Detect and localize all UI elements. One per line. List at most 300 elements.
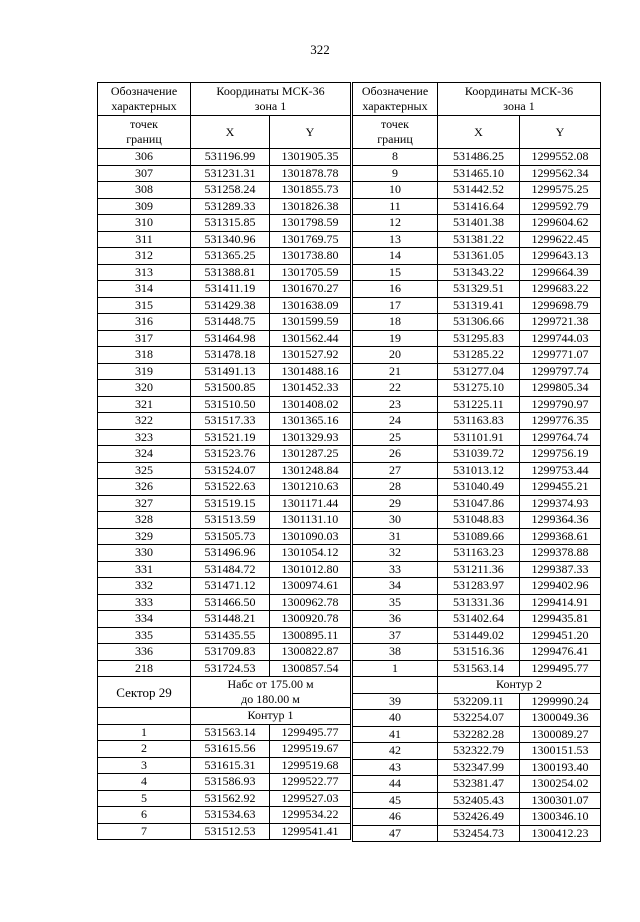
y-coordinate-cell: 1300151.53 [520,743,601,760]
table-row [353,165,601,182]
table-row [98,231,351,248]
coordinates-header [191,83,351,116]
coordinates-table-right-body [353,83,601,842]
point-number-cell: 20 [353,347,438,364]
y-coordinate-cell: 1299527.03 [270,790,351,807]
x-coordinate-cell: 531365.25 [191,248,270,265]
x-coordinate-cell: 532426.49 [438,809,520,826]
table-row [353,825,601,842]
x-coordinate-cell: 531416.64 [438,198,520,215]
x-coordinate-cell: 531505.73 [191,528,270,545]
right-subheader-row [353,116,601,149]
table-row [353,611,601,628]
table-row [353,330,601,347]
y-coordinate-cell: 1299592.79 [520,198,601,215]
table-row [353,710,601,727]
point-number-cell: 6 [98,807,191,824]
y-coordinate-cell: 1300301.07 [520,792,601,809]
contour-2-label: Контур 2 [438,677,601,694]
x-coordinate-cell: 531562.92 [191,790,270,807]
y-coordinate-cell: 1299771.07 [520,347,601,364]
point-number-cell: 314 [98,281,191,298]
sector-depth-line: до 180.00 м [241,692,300,706]
y-coordinate-cell: 1299364.36 [520,512,601,529]
y-coordinate-cell: 1299753.44 [520,462,601,479]
x-coordinate-cell: 531442.52 [438,182,520,199]
y-coordinate-cell: 1301599.59 [270,314,351,331]
table-row [98,429,351,446]
y-coordinate-cell: 1301171.44 [270,495,351,512]
point-number-cell: 4 [98,774,191,791]
point-number-cell: 42 [353,743,438,760]
table-row [98,757,351,774]
table-row [353,495,601,512]
table-row [353,297,601,314]
table-row [98,823,351,840]
table-row [353,281,601,298]
x-coordinate-cell: 531411.19 [191,281,270,298]
point-number-cell: 25 [353,429,438,446]
contour-2-row [353,677,601,694]
designation-header-cont [353,116,438,149]
table-row [353,776,601,793]
table-row [353,182,601,199]
point-number-cell: 11 [353,198,438,215]
table-row [353,644,601,661]
contour-2-spacer [353,677,438,694]
table-row [98,396,351,413]
x-coordinate-cell: 531464.98 [191,330,270,347]
y-coordinate-cell: 1299495.77 [520,660,601,677]
point-number-cell: 331 [98,561,191,578]
table-row [353,743,601,760]
x-coordinate-cell: 531429.38 [191,297,270,314]
y-coordinate-cell: 1300974.61 [270,578,351,595]
left-header-row [98,83,351,116]
x-column-header: X [191,116,270,149]
x-coordinate-cell: 531401.38 [438,215,520,232]
table-row [98,182,351,199]
y-coordinate-cell: 1299402.96 [520,578,601,595]
x-coordinate-cell: 532381.47 [438,776,520,793]
coordinates-header-line: зона 1 [503,99,535,113]
table-row [353,231,601,248]
table-row [98,545,351,562]
designation-header-cont [98,116,191,149]
point-number-cell: 38 [353,644,438,661]
coordinates-table-right [352,82,601,842]
y-coordinate-cell: 1299575.25 [520,182,601,199]
y-coordinate-cell: 1301798.59 [270,215,351,232]
point-number-cell: 309 [98,198,191,215]
point-number-cell: 329 [98,528,191,545]
table-row [98,741,351,758]
table-row [98,314,351,331]
designation-header-line: характерных [111,99,177,113]
x-coordinate-cell: 531478.18 [191,347,270,364]
x-coordinate-cell: 532282.28 [438,726,520,743]
designation-header [353,83,438,116]
point-number-cell: 40 [353,710,438,727]
y-coordinate-cell: 1301329.93 [270,429,351,446]
point-number-cell: 325 [98,462,191,479]
y-coordinate-cell: 1299805.34 [520,380,601,397]
coordinates-header [438,83,601,116]
x-coordinate-cell: 531510.50 [191,396,270,413]
point-number-cell: 47 [353,825,438,842]
x-coordinate-cell: 531466.50 [191,594,270,611]
y-coordinate-cell: 1301054.12 [270,545,351,562]
table-row [353,594,601,611]
point-number-cell: 14 [353,248,438,265]
point-number-cell: 326 [98,479,191,496]
y-coordinate-cell: 1299476.41 [520,644,601,661]
table-row [98,479,351,496]
x-coordinate-cell: 531289.33 [191,198,270,215]
x-coordinate-cell: 531319.41 [438,297,520,314]
contour-1-label: Контур 1 [191,708,351,725]
x-coordinate-cell: 531534.63 [191,807,270,824]
table-row [98,363,351,380]
point-number-cell: 21 [353,363,438,380]
x-coordinate-cell: 531048.83 [438,512,520,529]
table-row [98,281,351,298]
point-number-cell: 30 [353,512,438,529]
table-row [98,495,351,512]
table-row [353,396,601,413]
y-coordinate-cell: 1300412.23 [520,825,601,842]
table-row [98,165,351,182]
y-coordinate-cell: 1299495.77 [270,724,351,741]
table-row [353,660,601,677]
x-coordinate-cell: 531435.55 [191,627,270,644]
x-coordinate-cell: 532347.99 [438,759,520,776]
y-coordinate-cell: 1301012.80 [270,561,351,578]
y-coordinate-cell: 1299643.13 [520,248,601,265]
y-coordinate-cell: 1299519.68 [270,757,351,774]
x-coordinate-cell: 531586.93 [191,774,270,791]
point-number-cell: 312 [98,248,191,265]
y-coordinate-cell: 1299622.45 [520,231,601,248]
x-coordinate-cell: 531471.12 [191,578,270,595]
table-row [353,314,601,331]
table-row [353,479,601,496]
y-coordinate-cell: 1300822.87 [270,644,351,661]
y-column-header: Y [270,116,351,149]
x-coordinate-cell: 531615.31 [191,757,270,774]
y-coordinate-cell: 1301638.09 [270,297,351,314]
point-number-cell: 19 [353,330,438,347]
point-number-cell: 315 [98,297,191,314]
y-coordinate-cell: 1299522.77 [270,774,351,791]
table-row [353,561,601,578]
y-coordinate-cell: 1299604.62 [520,215,601,232]
designation-header-cont-line: точек [130,117,158,131]
x-coordinate-cell: 531315.85 [191,215,270,232]
x-coordinate-cell: 531340.96 [191,231,270,248]
point-number-cell: 39 [353,693,438,710]
point-number-cell: 8 [353,149,438,166]
point-number-cell: 15 [353,264,438,281]
y-coordinate-cell: 1299744.03 [520,330,601,347]
coordinates-table-left-body [98,83,351,840]
designation-header-line: характерных [362,99,428,113]
point-number-cell: 28 [353,479,438,496]
y-coordinate-cell: 1299776.35 [520,413,601,430]
y-coordinate-cell: 1301527.92 [270,347,351,364]
point-number-cell: 23 [353,396,438,413]
table-row [98,578,351,595]
y-coordinate-cell: 1299451.20 [520,627,601,644]
table-row [98,594,351,611]
y-coordinate-cell: 1299541.41 [270,823,351,840]
table-row [98,149,351,166]
y-coordinate-cell: 1301878.78 [270,165,351,182]
y-coordinate-cell: 1299534.22 [270,807,351,824]
y-coordinate-cell: 1301905.35 [270,149,351,166]
contour-1-row [98,708,351,725]
point-number-cell: 318 [98,347,191,364]
table-row [98,660,351,677]
x-coordinate-cell: 532405.43 [438,792,520,809]
y-coordinate-cell: 1301365.16 [270,413,351,430]
table-row [353,215,601,232]
point-number-cell: 37 [353,627,438,644]
table-row [353,578,601,595]
x-coordinate-cell: 531163.23 [438,545,520,562]
table-row [353,429,601,446]
table-row [353,759,601,776]
y-coordinate-cell: 1300895.11 [270,627,351,644]
x-coordinate-cell: 531047.86 [438,495,520,512]
x-coordinate-cell: 531381.22 [438,231,520,248]
table-row [353,248,601,265]
x-coordinate-cell: 531486.25 [438,149,520,166]
y-coordinate-cell: 1299455.21 [520,479,601,496]
y-coordinate-cell: 1301855.73 [270,182,351,199]
y-coordinate-cell: 1299552.08 [520,149,601,166]
designation-header-cont-line: границ [377,132,413,146]
x-coordinate-cell: 531275.10 [438,380,520,397]
table-row [353,264,601,281]
point-number-cell: 46 [353,809,438,826]
right-header-row [353,83,601,116]
point-number-cell: 12 [353,215,438,232]
x-coordinate-cell: 531563.14 [191,724,270,741]
y-coordinate-cell: 1299387.33 [520,561,601,578]
point-number-cell: 316 [98,314,191,331]
x-coordinate-cell: 531331.36 [438,594,520,611]
point-number-cell: 324 [98,446,191,463]
table-row [353,545,601,562]
y-coordinate-cell: 1299683.22 [520,281,601,298]
y-coordinate-cell: 1301248.84 [270,462,351,479]
point-number-cell: 308 [98,182,191,199]
designation-header-cont-line: границ [126,132,162,146]
y-coordinate-cell: 1300962.78 [270,594,351,611]
y-coordinate-cell: 1300920.78 [270,611,351,628]
point-number-cell: 3 [98,757,191,774]
table-row [98,528,351,545]
table-row [353,149,601,166]
y-coordinate-cell: 1299698.79 [520,297,601,314]
x-coordinate-cell: 531500.85 [191,380,270,397]
x-coordinate-cell: 531484.72 [191,561,270,578]
x-coordinate-cell: 531513.59 [191,512,270,529]
y-coordinate-cell: 1301408.02 [270,396,351,413]
y-coordinate-cell: 1300193.40 [520,759,601,776]
x-coordinate-cell: 531089.66 [438,528,520,545]
y-coordinate-cell: 1299414.91 [520,594,601,611]
coordinates-header-line: зона 1 [254,99,287,113]
point-number-cell: 306 [98,149,191,166]
y-coordinate-cell: 1301769.75 [270,231,351,248]
designation-header [98,83,191,116]
point-number-cell: 7 [98,823,191,840]
x-coordinate-cell: 532322.79 [438,743,520,760]
y-coordinate-cell: 1299664.39 [520,264,601,281]
y-coordinate-cell: 1299990.24 [520,693,601,710]
x-coordinate-cell: 531285.22 [438,347,520,364]
table-row [353,512,601,529]
x-coordinate-cell: 531512.53 [191,823,270,840]
point-number-cell: 34 [353,578,438,595]
point-number-cell: 321 [98,396,191,413]
point-number-cell: 17 [353,297,438,314]
table-row [353,380,601,397]
point-number-cell: 18 [353,314,438,331]
y-coordinate-cell: 1299764.74 [520,429,601,446]
table-row [353,726,601,743]
table-row [98,774,351,791]
y-coordinate-cell: 1299721.38 [520,314,601,331]
table-row [98,807,351,824]
table-row [98,264,351,281]
table-row [353,446,601,463]
point-number-cell: 31 [353,528,438,545]
y-coordinate-cell: 1299378.88 [520,545,601,562]
point-number-cell: 307 [98,165,191,182]
table-row [98,462,351,479]
point-number-cell: 320 [98,380,191,397]
y-coordinate-cell: 1299797.74 [520,363,601,380]
sector-depth-line: Набс от 175.00 м [227,677,314,691]
table-row [98,724,351,741]
point-number-cell: 335 [98,627,191,644]
x-coordinate-cell: 531615.56 [191,741,270,758]
y-coordinate-cell: 1299368.61 [520,528,601,545]
point-number-cell: 323 [98,429,191,446]
sector-depth [191,677,351,708]
page-number: 322 [310,42,330,57]
point-number-cell: 27 [353,462,438,479]
x-coordinate-cell: 531449.02 [438,627,520,644]
x-column-header: X [438,116,520,149]
point-number-cell: 317 [98,330,191,347]
y-coordinate-cell: 1299435.81 [520,611,601,628]
table-row [353,462,601,479]
y-coordinate-cell: 1299562.34 [520,165,601,182]
x-coordinate-cell: 531225.11 [438,396,520,413]
x-coordinate-cell: 531163.83 [438,413,520,430]
point-number-cell: 327 [98,495,191,512]
x-coordinate-cell: 531519.15 [191,495,270,512]
point-number-cell: 24 [353,413,438,430]
table-row [98,644,351,661]
x-coordinate-cell: 531491.13 [191,363,270,380]
x-coordinate-cell: 531448.75 [191,314,270,331]
point-number-cell: 35 [353,594,438,611]
x-coordinate-cell: 531402.64 [438,611,520,628]
table-row [98,627,351,644]
x-coordinate-cell: 531524.07 [191,462,270,479]
sector-name: Сектор 29 [98,677,191,708]
x-coordinate-cell: 531496.96 [191,545,270,562]
point-number-cell: 13 [353,231,438,248]
y-coordinate-cell: 1301705.59 [270,264,351,281]
point-number-cell: 26 [353,446,438,463]
point-number-cell: 330 [98,545,191,562]
point-number-cell: 328 [98,512,191,529]
point-number-cell: 9 [353,165,438,182]
point-number-cell: 16 [353,281,438,298]
table-row [98,297,351,314]
x-coordinate-cell: 531329.51 [438,281,520,298]
x-coordinate-cell: 531101.91 [438,429,520,446]
point-number-cell: 32 [353,545,438,562]
table-row [98,248,351,265]
point-number-cell: 336 [98,644,191,661]
contour-1-spacer [98,708,191,725]
table-row [98,215,351,232]
point-number-cell: 29 [353,495,438,512]
x-coordinate-cell: 531523.76 [191,446,270,463]
table-row [353,198,601,215]
x-coordinate-cell: 531231.31 [191,165,270,182]
point-number-cell: 1 [98,724,191,741]
table-row [98,413,351,430]
table-row [353,528,601,545]
y-coordinate-cell: 1301287.25 [270,446,351,463]
y-coordinate-cell: 1299374.93 [520,495,601,512]
y-coordinate-cell: 1300346.10 [520,809,601,826]
y-coordinate-cell: 1301488.16 [270,363,351,380]
coordinates-header-line: Координаты МСК-36 [464,84,574,98]
x-coordinate-cell: 531521.19 [191,429,270,446]
point-number-cell: 333 [98,594,191,611]
table-row [353,363,601,380]
table-row [98,512,351,529]
y-coordinate-cell: 1300857.54 [270,660,351,677]
x-coordinate-cell: 531306.66 [438,314,520,331]
x-coordinate-cell: 531724.53 [191,660,270,677]
x-coordinate-cell: 532254.07 [438,710,520,727]
y-coordinate-cell: 1299756.19 [520,446,601,463]
x-coordinate-cell: 531295.83 [438,330,520,347]
point-number-cell: 2 [98,741,191,758]
point-number-cell: 33 [353,561,438,578]
y-coordinate-cell: 1301670.27 [270,281,351,298]
x-coordinate-cell: 531563.14 [438,660,520,677]
x-coordinate-cell: 531013.12 [438,462,520,479]
x-coordinate-cell: 531211.36 [438,561,520,578]
table-row [98,347,351,364]
table-row [353,347,601,364]
x-coordinate-cell: 531361.05 [438,248,520,265]
y-coordinate-cell: 1299519.67 [270,741,351,758]
table-row [98,790,351,807]
x-coordinate-cell: 531277.04 [438,363,520,380]
